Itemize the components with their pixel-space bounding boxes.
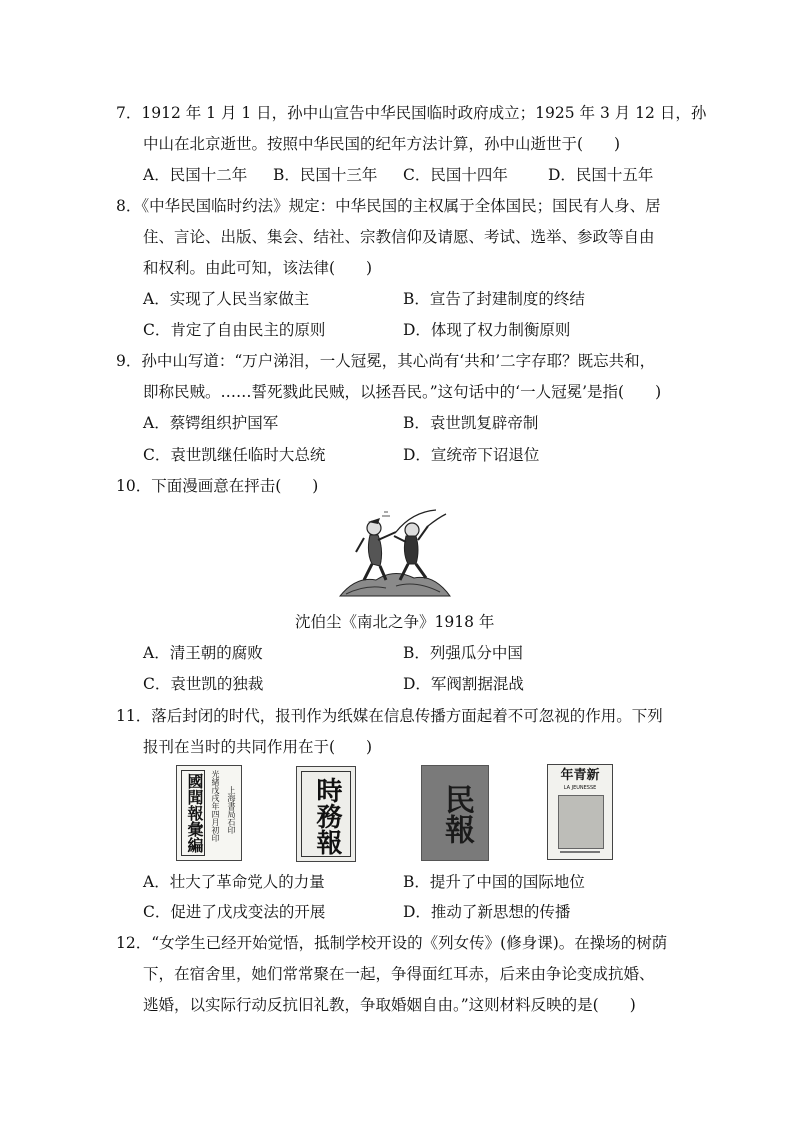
xinqingnian-portrait: [558, 795, 604, 849]
xinqingnian-cover-image: [547, 764, 613, 860]
q11-option-b[interactable]: B．提升了中国的国际地位: [403, 873, 585, 891]
q8-stem-line-2: 住、言论、出版、集会、结社、宗教信仰及请愿、考试、选举、参政等自由: [143, 228, 655, 246]
q10-stem-line-1: 10．下面漫画意在抨击( ): [116, 477, 319, 495]
q8-option-a[interactable]: A．实现了人民当家做主: [143, 290, 310, 308]
q7-option-d[interactable]: D．民国十五年: [548, 166, 654, 184]
q8-stem-line-1: 8．《中华民国临时约法》规定：中华民国的主权属于全体国民；国民有人身、居: [116, 197, 661, 215]
q7-stem-line-2: 中山在北京逝世。按照中华民国的纪年方法计算，孙中山逝世于( ): [143, 135, 621, 153]
q11-stem-line-2: 报刊在当时的共同作用在于( ): [143, 738, 373, 756]
shiwubao-title: 時務報: [312, 777, 342, 855]
q8-option-c[interactable]: C．肯定了自由民主的原则: [143, 321, 326, 339]
minbao-cover-image: [421, 765, 489, 861]
q8-option-b[interactable]: B．宣告了封建制度的终结: [403, 290, 585, 308]
q7-stem-line-1: 7．1912 年 1 月 1 日，孙中山宣告中华民国临时政府成立；1925 年 3 月 12 日，孙: [116, 104, 707, 122]
cartoon-image: [336, 508, 454, 600]
q7-option-b[interactable]: B．民国十三年: [273, 166, 378, 184]
q12-stem-line-1: 12．“女学生已经开始觉悟，抵制学校开设的《列女传》(修身课)。在操场的树荫: [116, 934, 668, 952]
q8-stem-line-3: 和权利。由此可知，该法律( ): [143, 259, 373, 277]
shiwubao-cover-image: [296, 766, 356, 862]
q9-option-d[interactable]: D．宣统帝下诏退位: [403, 446, 540, 464]
q11-option-c[interactable]: C．促进了戊戌变法的开展: [143, 903, 326, 921]
q9-stem-line-1: 9．孙中山写道：“万户涕泪，一人冠冕，其心尚有‘共和’二字存耶？既忘共和，: [116, 352, 656, 370]
cartoon-caption: 沈伯尘《南北之争》1918 年: [295, 613, 495, 631]
guowenbao-title: 國聞報彙編: [181, 770, 205, 856]
q12-stem-line-2: 下，在宿舍里，她们常常聚在一起，争得面红耳赤，后来由争论变成抗婚、: [143, 965, 655, 983]
guowenbao-cover-image: [176, 765, 242, 861]
q10-option-b[interactable]: B．列强瓜分中国: [403, 644, 523, 662]
q11-option-a[interactable]: A．壮大了革命党人的力量: [143, 873, 325, 891]
q10-option-d[interactable]: D．军阀割据混战: [403, 675, 524, 693]
q7-option-c[interactable]: C．民国十四年: [403, 166, 508, 184]
q10-option-c[interactable]: C．袁世凯的独裁: [143, 675, 264, 693]
q9-option-a[interactable]: A．蔡锷组织护国军: [143, 414, 279, 432]
q11-stem-line-1: 11．落后封闭的时代，报刊作为纸媒在信息传播方面起着不可忽视的作用。下列: [116, 707, 663, 725]
minbao-title: 民報: [439, 784, 474, 844]
xinqingnian-title: 新青年: [560, 768, 600, 783]
q9-option-c[interactable]: C．袁世凯继任临时大总统: [143, 446, 326, 464]
q12-stem-line-3: 逃婚，以实际行动反抗旧礼教，争取婚姻自由。”这则材料反映的是( ): [143, 996, 636, 1014]
guowenbao-side-text: 光緒戊戌年四月初印: [211, 770, 220, 842]
guowenbao-side-text-2: 上海書局石印: [227, 786, 236, 834]
q9-option-b[interactable]: B．袁世凯复辟帝制: [403, 414, 539, 432]
xinqingnian-subtitle: LA JEUNESSE: [563, 785, 597, 791]
q11-option-d[interactable]: D．推动了新思想的传播: [403, 903, 571, 921]
q8-option-d[interactable]: D．体现了权力制衡原则: [403, 321, 571, 339]
q7-option-a[interactable]: A．民国十二年: [143, 166, 248, 184]
q9-stem-line-2: 即称民贼。……誓死戮此民贼，以拯吾民。”这句话中的‘一人冠冕’是指( ): [143, 383, 662, 401]
q10-option-a[interactable]: A．清王朝的腐败: [143, 644, 263, 662]
